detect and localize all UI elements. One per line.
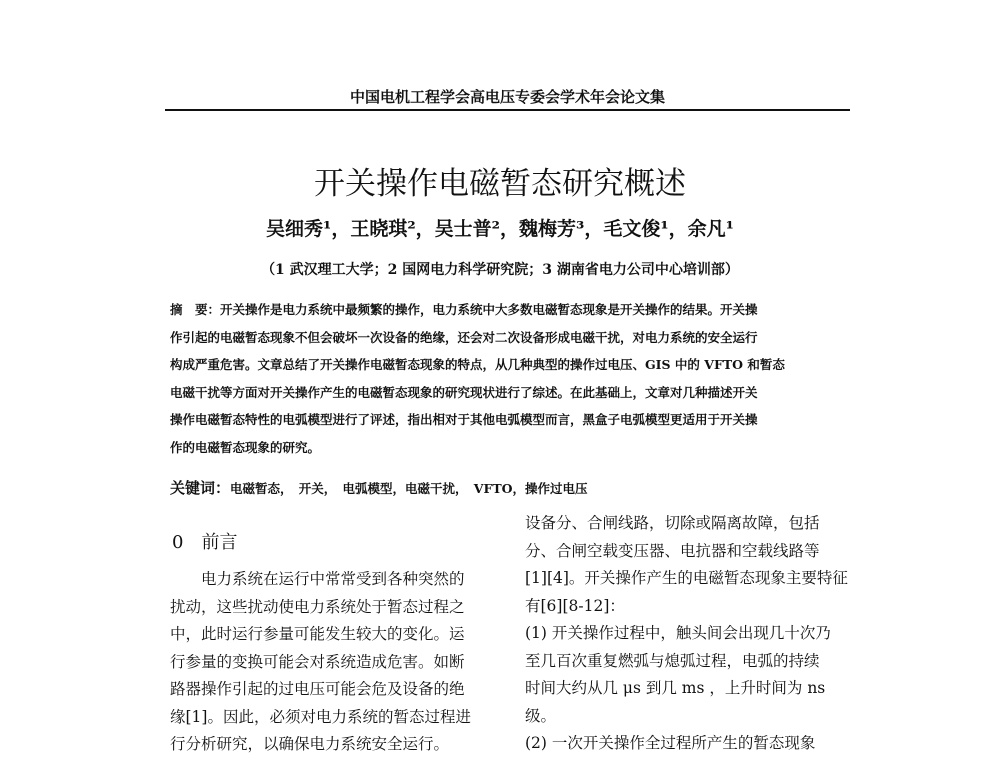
text-line: 扰动，这些扰动使电力系统处于暂态过程之 bbox=[170, 597, 465, 616]
header-rule bbox=[165, 109, 850, 111]
authors: 吴细秀¹，王晓琪²，吴士普²，魏梅芳³，毛文俊¹，余凡¹ bbox=[266, 218, 734, 240]
text-line: 设备分、合闸线路，切除或隔离故障，包括 bbox=[525, 514, 820, 532]
paper-title: 开关操作电磁暂态研究概述 bbox=[314, 166, 686, 202]
abstract-line: 作引起的电磁暂态现象不但会破坏一次设备的绝缘，还会对二次设备形成电磁干扰，对电力系统的安全运行 bbox=[170, 329, 758, 345]
abstract-line: 构成严重危害。文章总结了开关操作电磁暂态现象的特点，从几种典型的操作过电压、GIS 中的 VFTO 和暂态 bbox=[170, 357, 785, 372]
text-line: (1) 开关操作过程中，触头间会出现几十次乃 bbox=[525, 624, 831, 642]
abstract-line: 开关操作是电力系统中最频繁的操作，电力系统中大多数电磁暂态现象是开关操作的结果。开关操 bbox=[220, 302, 758, 317]
keywords-label: 关键词： bbox=[170, 479, 231, 497]
affiliations: （1 武汉理工大学；2 国网电力科学研究院；3 湖南省电力公司中心培训部） bbox=[261, 262, 739, 278]
text-line: [1][4]。开关操作产生的电磁暂态现象主要特征 bbox=[525, 569, 848, 587]
text-line: 中，此时运行参量可能发生较大的变化。运 bbox=[170, 625, 465, 643]
text-line: (2) 一次开关操作全过程所产生的暂态现象 bbox=[525, 734, 816, 752]
abstract-line: 电磁干扰等方面对开关操作产生的电磁暂态现象的研究现状进行了综述。在此基础上，文章对几种描述开关 bbox=[170, 384, 758, 400]
text-line: 行参量的变换可能会对系统造成危害。如断 bbox=[170, 652, 465, 671]
keywords-text: 电磁暂态， 开关， 电弧模型，电磁干扰， VFTO，操作过电压 bbox=[230, 481, 588, 496]
abstract bbox=[170, 296, 850, 461]
text-line: 有[6][8-12]： bbox=[525, 596, 625, 615]
abstract-label: 摘 要： bbox=[170, 302, 221, 317]
text-line: 电力系统在运行中常常受到各种突然的 bbox=[170, 570, 465, 588]
text-line: 时间大约从几 μs 到几 ms ，上升时间为 ns bbox=[525, 679, 826, 697]
right-column bbox=[525, 510, 855, 758]
abstract-line: 操作电磁暂态特性的电弧模型进行了评述，指出相对于其他电弧模型而言，黑盒子电弧模型更适用于开关操 bbox=[170, 412, 758, 427]
running-header: 中国电机工程学会高电压专委会学术年会论文集 bbox=[349, 88, 665, 106]
section-heading: 0 前言 bbox=[172, 532, 238, 553]
left-column bbox=[170, 566, 500, 759]
abstract-line: 作的电磁暂态现象的研究。 bbox=[170, 439, 321, 455]
keywords bbox=[170, 477, 588, 498]
text-line: 路器操作引起的过电压可能会危及设备的绝 bbox=[170, 680, 465, 698]
text-line: 行分析研究，以确保电力系统安全运行。 bbox=[170, 735, 450, 753]
text-line: 至几百次重复燃弧与熄弧过程，电弧的持续 bbox=[525, 651, 820, 670]
text-line: 分、合闸空载变压器、电抗器和空载线路等 bbox=[525, 541, 820, 560]
text-line: 级。 bbox=[525, 706, 557, 725]
text-line: 缘[1]。因此，必须对电力系统的暂态过程进 bbox=[170, 707, 471, 726]
